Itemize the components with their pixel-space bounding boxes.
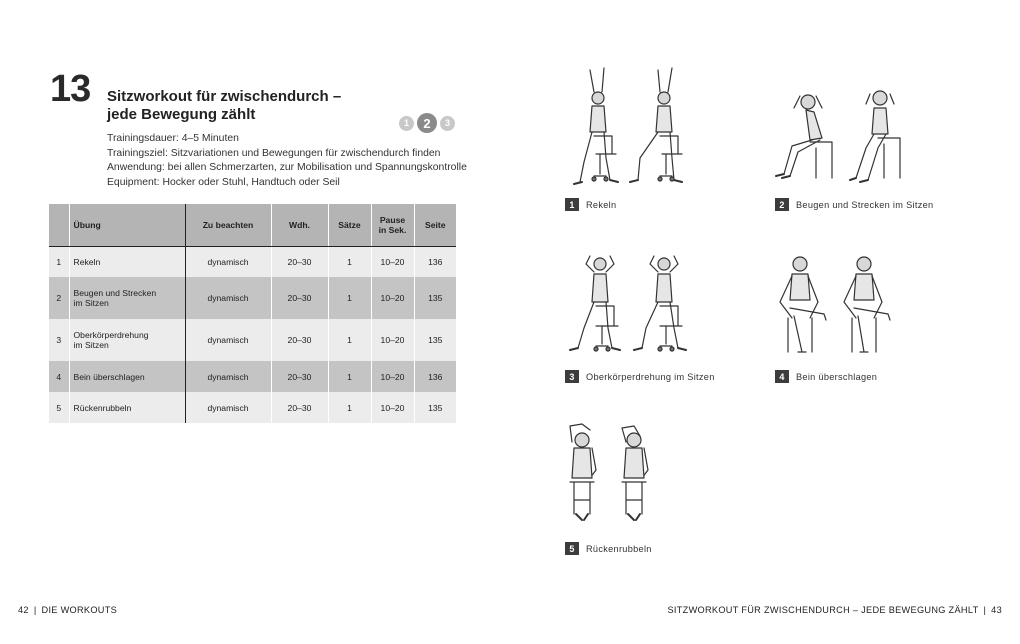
cell-pause: 10–20 [371, 392, 414, 423]
cell-exercise-line1: Rückenrubbeln [73, 402, 132, 413]
caption-label: Rekeln [586, 199, 617, 210]
cell-page: 135 [414, 319, 456, 361]
caption-label: Oberkörperdrehung im Sitzen [586, 371, 715, 382]
header-note: Zu beachten [185, 204, 271, 246]
info-equipment: Equipment: Hocker oder Stuhl, Handtuch oder Seil [107, 176, 340, 188]
cell-page: 136 [414, 361, 456, 392]
cell-sets: 1 [328, 277, 371, 319]
footer-section-title: DIE WORKOUTS [41, 605, 118, 615]
figure-caption-5 [565, 542, 652, 555]
cell-note: dynamisch [185, 319, 271, 361]
caption-number: 2 [775, 198, 789, 211]
cell-page: 136 [414, 246, 456, 277]
level-dot-3: 3 [440, 116, 455, 131]
header-sets: Sätze [328, 204, 371, 246]
cell-pause: 10–20 [371, 361, 414, 392]
header-exercise: Übung [69, 204, 185, 246]
table-row [49, 361, 456, 392]
cell-sets: 1 [328, 246, 371, 277]
workout-title-line2: jede Bewegung zählt [107, 106, 256, 123]
cell-pause: 10–20 [371, 277, 414, 319]
cell-nr: 5 [49, 392, 69, 423]
header-reps: Wdh. [271, 204, 328, 246]
info-duration: Trainingsdauer: 4–5 Minuten [107, 133, 239, 144]
cell-exercise [69, 361, 185, 392]
cell-exercise-line1: Beugen und Strecken [73, 288, 157, 298]
table-row [49, 246, 456, 277]
caption-label: Beugen und Strecken im Sitzen [796, 199, 934, 210]
cell-sets: 1 [328, 361, 371, 392]
cell-exercise [69, 246, 185, 277]
cell-reps: 20–30 [271, 361, 328, 392]
table-row [49, 319, 456, 361]
cell-nr: 1 [49, 246, 69, 277]
cell-exercise [69, 392, 185, 423]
page-number-left: 42 [18, 605, 29, 615]
workout-title [107, 88, 387, 124]
cell-note: dynamisch [185, 246, 271, 277]
footer-separator: | [983, 605, 987, 615]
figure-caption-4 [775, 370, 877, 383]
info-goal: Trainingsziel: Sitzvariationen und Bewegungen für zwischendurch finden [107, 147, 441, 159]
cell-exercise-line1: Bein überschlagen [73, 371, 145, 382]
cell-note: dynamisch [185, 361, 271, 392]
header-pause [371, 204, 414, 246]
exercise-illustration-rueckenrubbeln [560, 422, 660, 534]
header-pause-line2: in Sek. [378, 224, 407, 235]
cell-exercise [69, 319, 185, 361]
caption-label: Bein überschlagen [796, 371, 878, 382]
cell-note: dynamisch [185, 277, 271, 319]
cell-exercise-line2: im Sitzen [73, 340, 109, 350]
footer-separator: | [33, 605, 37, 615]
cell-reps: 20–30 [271, 246, 328, 277]
cell-pause: 10–20 [371, 246, 414, 277]
figure-caption-1 [565, 198, 616, 211]
cell-exercise [69, 277, 185, 319]
cell-nr: 3 [49, 319, 69, 361]
cell-reps: 20–30 [271, 277, 328, 319]
caption-number: 4 [775, 370, 789, 383]
footer-left [18, 605, 117, 615]
cell-pause: 10–20 [371, 319, 414, 361]
header-nr [49, 204, 69, 246]
cell-reps: 20–30 [271, 319, 328, 361]
footer-chapter-title: SITZWORKOUT FÜR ZWISCHENDURCH – JEDE BEWEGUNG ZÄHLT [667, 605, 979, 615]
figure-caption-2 [775, 198, 933, 211]
caption-label: Rückenrubbeln [586, 543, 652, 554]
caption-number: 1 [565, 198, 579, 211]
figure-caption-3 [565, 370, 715, 383]
caption-number: 3 [565, 370, 579, 383]
cell-sets: 1 [328, 392, 371, 423]
page-number-right: 43 [991, 605, 1002, 615]
cell-note: dynamisch [185, 392, 271, 423]
workout-number: 13 [50, 68, 91, 110]
level-dot-2-active: 2 [417, 113, 437, 133]
caption-number: 5 [565, 542, 579, 555]
cell-exercise-line1: Rekeln [73, 256, 101, 267]
header-pause-line1: Pause [379, 214, 406, 225]
cell-page: 135 [414, 277, 456, 319]
cell-sets: 1 [328, 319, 371, 361]
level-dot-1: 1 [399, 116, 414, 131]
exercise-illustration-beugen-strecken [770, 86, 920, 192]
info-application: Anwendung: bei allen Schmerzarten, zur Mobilisation und Spannungskontrolle [107, 162, 467, 173]
workout-title-line1: Sitzworkout für zwischendurch – [107, 88, 342, 105]
workout-info [107, 132, 467, 190]
cell-reps: 20–30 [271, 392, 328, 423]
cell-exercise-line2: im Sitzen [73, 298, 109, 308]
cell-exercise-line1: Oberkörperdrehung [73, 330, 149, 340]
cell-nr: 4 [49, 361, 69, 392]
header-page: Seite [414, 204, 456, 246]
exercise-illustration-oberkoerperdrehung [560, 252, 700, 362]
exercise-illustration-rekeln [560, 62, 700, 192]
table-header-row [49, 204, 456, 246]
table-row [49, 277, 456, 319]
level-indicator [399, 113, 455, 133]
workout-table [49, 204, 456, 423]
cell-page: 135 [414, 392, 456, 423]
table-row [49, 392, 456, 423]
cell-nr: 2 [49, 277, 69, 319]
exercise-illustration-bein-ueberschlagen [770, 252, 900, 364]
footer-right [667, 605, 1002, 615]
